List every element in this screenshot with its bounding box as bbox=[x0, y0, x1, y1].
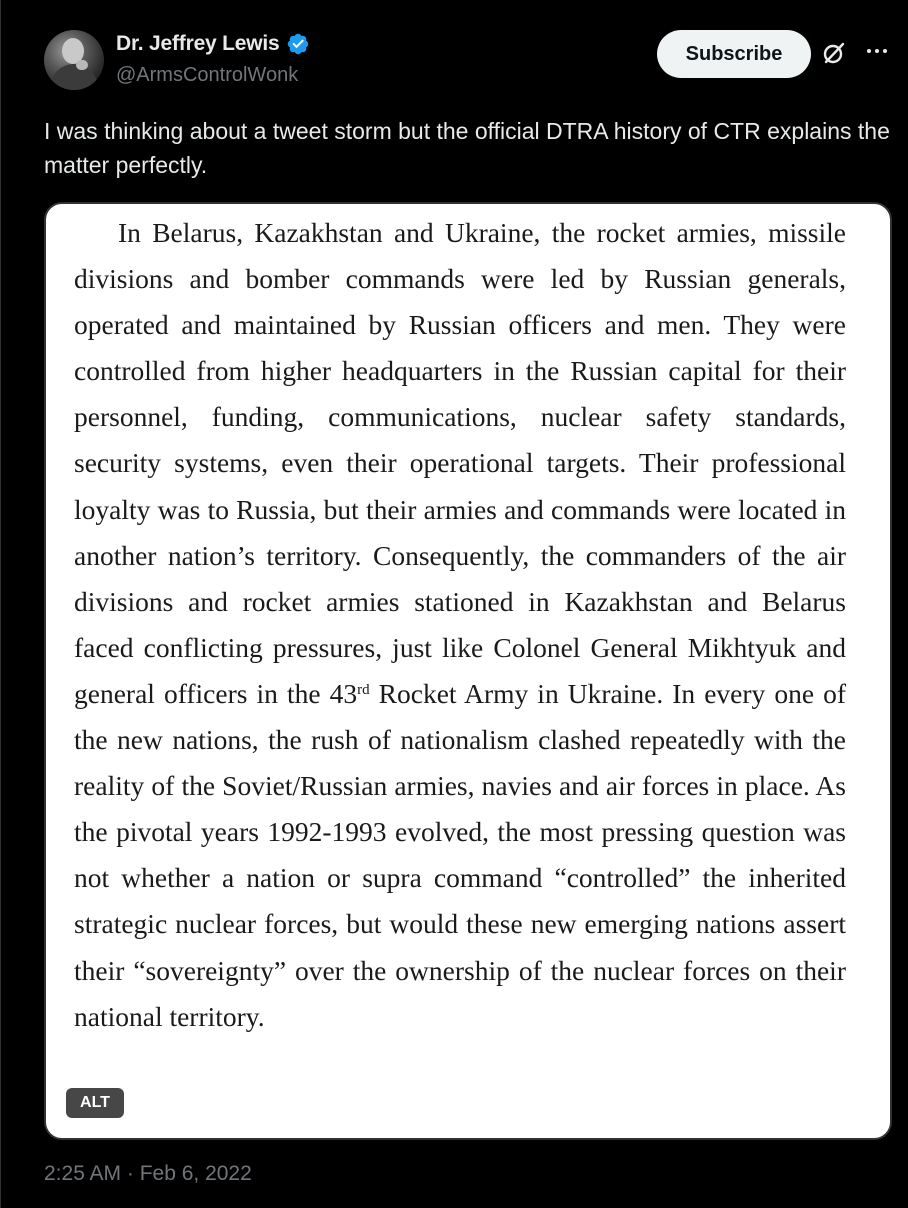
verified-badge-icon bbox=[286, 32, 310, 56]
alt-text-badge[interactable]: ALT bbox=[66, 1088, 124, 1118]
book-excerpt bbox=[74, 210, 846, 1040]
avatar-body-shape bbox=[50, 64, 98, 90]
excerpt-superscript: rd bbox=[357, 681, 370, 698]
more-horizontal-icon[interactable] bbox=[864, 38, 890, 64]
avatar[interactable] bbox=[44, 30, 104, 90]
tweet-header bbox=[44, 28, 894, 92]
author-handle[interactable]: @ArmsControlWonk bbox=[116, 64, 299, 86]
excerpt-text-part1: In Belarus, Kazakhstan and Ukraine, the rocket armies, missile divisions and bomber commands were led by Russian generals, operated and maintained by Russian officers and men. They were controlled from higher headquarters in the Russian capital for their personnel, funding, communications, nuclear safety standards, security systems, even their operational targets. Their professional loyalty was to Russia, but their armies and commands were located in another nation’s territory. Consequently, the commanders of the air divisions and rocket armies stationed in Kazakhstan and Belarus faced conflicting pressures, just like Colonel General Mikhtyuk and general officers in the 43 bbox=[74, 217, 846, 709]
author-display-name[interactable]: Dr. Jeffrey Lewis bbox=[116, 32, 280, 55]
timeline-border bbox=[0, 0, 1, 1208]
author-name-row[interactable] bbox=[116, 32, 310, 56]
tweet-text: I was thinking about a tweet storm but the official DTRA history of CTR explains the matter perfectly. bbox=[44, 118, 890, 178]
subscribe-button[interactable]: Subscribe bbox=[657, 30, 811, 78]
tweet-media-image[interactable] bbox=[44, 202, 892, 1140]
avatar-hand-shape bbox=[76, 60, 88, 70]
tweet-timestamp[interactable]: 2:25 AM · Feb 6, 2022 bbox=[44, 1162, 252, 1185]
grok-icon[interactable] bbox=[821, 40, 847, 66]
excerpt-text-part2: Rocket Army in Ukraine. In every one of the new nations, the rush of nationalism clashed repeatedly with the reality of the Soviet/Russian armies, navies and air forces in place. As the pivotal years 1992-1993 evolved, the most pressing question was not whether a nation or supra command “controlled” the inherited strategic nuclear forces, but would these new emerging nations assert their “sovereignty” over the ownership of the nuclear forces on their national territory. bbox=[74, 677, 846, 1032]
